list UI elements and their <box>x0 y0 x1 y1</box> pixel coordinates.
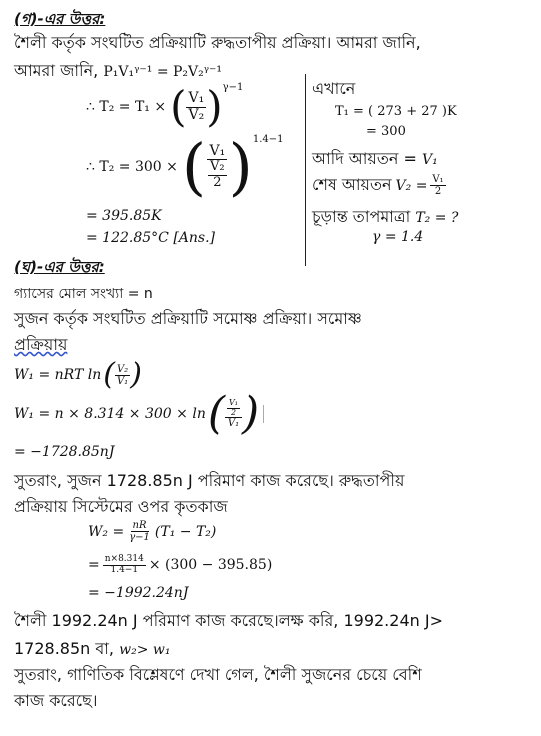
isothermal-para2-text: প্রক্রিয়ায় <box>14 335 68 354</box>
eq1-num: V₁ <box>188 90 205 107</box>
given-title: এখানে <box>312 79 356 98</box>
section-g-line2 <box>14 58 222 85</box>
moles-line: গ্যাসের মোল সংখ্যা = n <box>14 286 153 302</box>
w1-lhs: W₁ = nRT ln <box>14 367 102 383</box>
final-volume-den: 2 <box>434 186 442 197</box>
final-temp-var: T₂ = ? <box>415 210 459 226</box>
eq2-num: V₁ <box>209 143 226 159</box>
w2b-rhs: × (300 − 395.85) <box>148 557 273 574</box>
eq1: ∴ T₂ = T₁ × ( $\frac{\text{V₁}}{\text{V₂}}$ ) γ−1 <box>86 82 244 131</box>
w1b-den: V₁ <box>227 418 240 430</box>
eq2-frac <box>206 144 229 190</box>
given-initial-volume <box>312 146 438 173</box>
text-cursor <box>263 405 264 423</box>
line2-prefix: আমরা জানি, <box>14 61 99 80</box>
final-volume-var: V₂ = <box>395 177 428 194</box>
eq2-exp: 1.4−1 <box>252 134 284 145</box>
work-para3a: সুতরাং, সুজন 1728.85n J পরিমাণ কাজ করেছে। রুদ্ধতাপীয় <box>14 471 405 490</box>
w1b-lhs: W₁ = n × 8.314 × 300 × ln <box>14 406 206 422</box>
conclusion-para5b: কাজ করেছে। <box>14 691 98 710</box>
result-celsius: = 122.85°C [Ans.] <box>86 230 216 246</box>
w1-num: V₂ <box>116 363 129 375</box>
work-para3b: প্রক্রিয়ায় সিস্টেমের ওপর কৃতকাজ <box>14 497 228 516</box>
w1-den: V₁ <box>116 375 129 387</box>
w2b-num: n×8.314 <box>104 554 144 564</box>
isothermal-para2 <box>14 332 67 359</box>
section-gh-heading: (ঘ)-এর উত্তর: <box>14 258 105 276</box>
w2b-den: 1.4−1 <box>110 564 139 575</box>
eq2-den-num: V₂ <box>210 159 225 175</box>
w1b-num-den: 2 <box>230 407 237 417</box>
compare-para4b-text: 1728.85n বা, <box>14 639 115 658</box>
initial-volume-label: আদি আয়তন = <box>312 149 417 168</box>
given-gamma: γ = 1.4 <box>372 229 424 245</box>
given-final-temp <box>312 204 458 231</box>
section-g-heading: (গ)-এর উত্তর: <box>14 10 106 28</box>
compare-para4b-math: w₂> w₁ <box>119 642 171 658</box>
given-t1: T₁ = ( 273 + 27 )K <box>335 104 457 119</box>
final-volume-num: V₁ <box>432 174 444 185</box>
isothermal-para1: সুজন কর্তৃক সংঘটিত প্রক্রিয়াটি সমোষ্ণ প্রক্রিয়া। সমোষ্ণ <box>14 309 362 328</box>
compare-para4b <box>14 636 171 663</box>
eq1-frac <box>186 91 206 123</box>
w2-den: γ−1 <box>129 532 150 543</box>
w2-rhs: (T₁ − T₂) <box>154 523 217 540</box>
eq2-den-den: 2 <box>213 174 222 190</box>
w2-result: = −1992.24nJ <box>88 585 189 601</box>
eq2-lhs: ∴ T₂ = 300 × <box>86 159 178 175</box>
final-volume-label: শেষ আয়তন <box>312 175 392 194</box>
eq1-exp: γ−1 <box>222 82 244 93</box>
w1-formula: W₁ = nRT ln ( $\frac{\text{V₂}}{\text{V₁}}$ ) <box>14 357 142 392</box>
eq1-lhs: ∴ T₂ = T₁ × <box>86 99 167 115</box>
conclusion-para5a: সুতরাং, গাণিতিক বিশ্লেষণে দেখা গেল, শৈলী সুজনের চেয়ে বেশি <box>14 665 422 684</box>
w2-formula <box>88 520 216 543</box>
compare-para4a: শৈলী 1992.24n J পরিমাণ কাজ করেছে।লক্ষ করি, 1992.24n J> <box>14 611 443 630</box>
adiabatic-law: P₁V₁ᵞ⁻¹ = P₂V₂ᵞ⁻¹ <box>103 64 223 80</box>
given-divider <box>305 74 306 266</box>
w1-substituted: W₁ = n × 8.314 × 300 × ln ( $\frac{\frac{\text{V₁}}{2}}{\text{V₁}}$ ) <box>14 392 264 436</box>
initial-volume-value: V₁ <box>421 152 438 168</box>
eq2: ∴ T₂ = 300 × ( $\frac{\text{V₁}}{\frac{\text{V₂}}{2}}$ ) 1.4−1 <box>86 130 284 203</box>
w2-lhs: W₂ = <box>88 523 125 540</box>
given-final-volume <box>312 172 446 199</box>
section-g-line1: শৈলী কর্তৃক সংঘটিত প্রক্রিয়াটি রুদ্ধতাপীয় প্রক্রিয়া। আমরা জানি, <box>14 33 421 52</box>
final-temp-label: চূড়ান্ত তাপমাত্রা <box>312 207 411 226</box>
w1b-num-num: V₁ <box>229 397 238 407</box>
w2-num: nR <box>132 520 147 531</box>
result-kelvin: = 395.85K <box>86 208 162 224</box>
eq1-den: V₂ <box>188 106 205 123</box>
w2-substituted: = $\frac{n\times 8.314}{1.4-1}$ × (300 − 395.85) <box>88 554 273 575</box>
given-t1-value: = 300 <box>366 124 406 139</box>
w1-result: = −1728.85nJ <box>14 444 115 460</box>
